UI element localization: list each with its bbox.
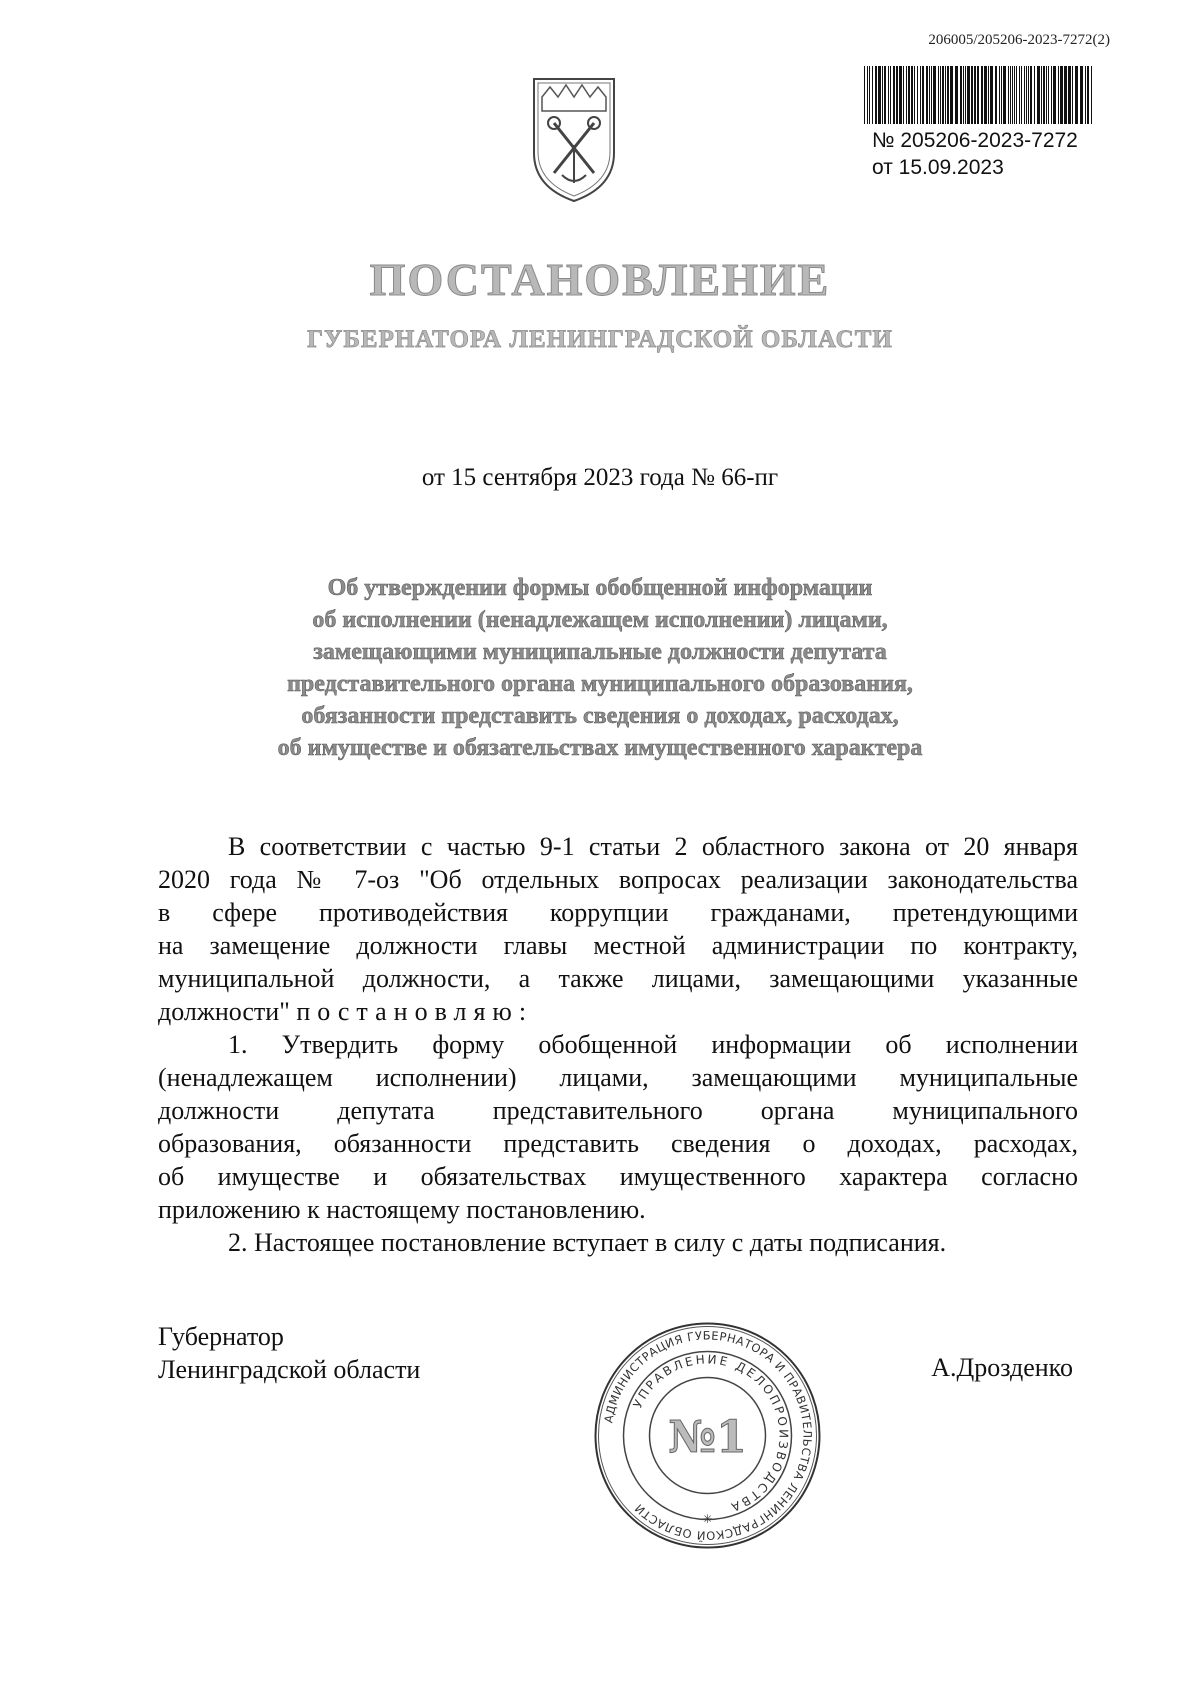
seal-center-number: №1 bbox=[668, 1412, 747, 1463]
barcode-bar bbox=[950, 66, 953, 124]
barcode-bar bbox=[920, 66, 921, 124]
barcode-bar bbox=[1041, 66, 1042, 124]
seal-inner-text: УПРАВЛЕНИЕ ДЕЛОПРОИЗВОДСТВА bbox=[630, 1352, 791, 1515]
barcode-bar bbox=[1012, 66, 1013, 124]
body-line: образования, обязанности представить сведения о доходах, расходах, bbox=[158, 1129, 1078, 1158]
barcode-bar bbox=[867, 66, 868, 124]
barcode-bar bbox=[922, 66, 924, 124]
barcode-bar bbox=[1024, 66, 1025, 124]
barcode-bar bbox=[1046, 66, 1047, 124]
position-line: Ленинградской области bbox=[158, 1355, 421, 1384]
seal-star-icon: ✳ bbox=[702, 1512, 713, 1526]
heading-line: обязанности представить сведения о доходах, расходах, bbox=[301, 703, 899, 729]
heading-line: об имуществе и обязательствах имущественного характера bbox=[277, 735, 923, 761]
registration-date: от 15.09.2023 bbox=[872, 156, 1004, 179]
barcode-bar bbox=[884, 66, 886, 124]
barcode-bar bbox=[1003, 66, 1006, 124]
barcode-bar bbox=[1008, 66, 1009, 124]
body-line: должности депутата представительного органа муниципального bbox=[158, 1096, 1078, 1125]
heading-line: Об утверждении формы обобщенной информации bbox=[327, 575, 873, 601]
paragraph-item-2 bbox=[158, 1226, 1078, 1259]
barcode-bar bbox=[977, 66, 979, 124]
body-line: 2. Настоящее постановление вступает в силу с даты подписания. bbox=[228, 1228, 947, 1257]
barcode-bar bbox=[967, 66, 970, 124]
barcode-bar bbox=[974, 66, 976, 124]
barcode-bar bbox=[965, 66, 966, 124]
body-line: (ненадлежащем исполнении) лицами, замещающими муниципальные bbox=[158, 1063, 1078, 1092]
barcode-bar bbox=[933, 66, 936, 124]
barcode-bar bbox=[1075, 66, 1078, 124]
heading-line: замещающими муниципальные должности депутата bbox=[313, 639, 887, 665]
body-line: 2020 года № 7-оз "Об отдельных вопросах реализации законодательства bbox=[158, 865, 1078, 894]
barcode-bar bbox=[890, 66, 891, 124]
document-title: ПОСТАНОВЛЕНИЕ bbox=[369, 254, 831, 305]
barcode-bar bbox=[906, 66, 907, 124]
barcode-bar bbox=[875, 66, 877, 124]
registration-number: № 205206-2023-7272 bbox=[872, 129, 1078, 152]
heading-line: об исполнении (ненадлежащем исполнении) лицами, bbox=[312, 607, 888, 633]
barcode-bar bbox=[1080, 66, 1083, 124]
position-line: Губернатор bbox=[158, 1322, 284, 1351]
barcode-bar bbox=[940, 66, 941, 124]
barcode-bar bbox=[1072, 66, 1073, 124]
barcode-bar bbox=[1014, 66, 1015, 124]
decree-date: от 15 сентября 2023 года № 66-пг bbox=[421, 464, 779, 491]
official-seal-icon bbox=[590, 1318, 825, 1553]
barcode-bar bbox=[1060, 66, 1063, 124]
barcode-bar bbox=[1026, 66, 1027, 124]
barcode-bar bbox=[1034, 66, 1035, 124]
body-line: в сфере противодействия коррупции гражданами, претендующими bbox=[158, 898, 1078, 927]
barcode-bar bbox=[931, 66, 932, 124]
barcode-bar bbox=[903, 66, 904, 124]
barcode-bar bbox=[1064, 66, 1067, 124]
document-subtitle: ГУБЕРНАТОРА ЛЕНИНГРАДСКОЙ ОБЛАСТИ bbox=[307, 326, 893, 353]
barcode-bar bbox=[1091, 66, 1092, 124]
barcode-bar bbox=[999, 66, 1000, 124]
barcode-bar bbox=[1053, 66, 1056, 124]
barcode-bar bbox=[938, 66, 939, 124]
barcode-bar bbox=[1019, 66, 1020, 124]
barcode-bar bbox=[869, 66, 870, 124]
barcode-bar bbox=[926, 66, 928, 124]
barcode-bar bbox=[945, 66, 946, 124]
body-line: 1. Утвердить форму обобщенной информации об исполнении bbox=[228, 1030, 1078, 1059]
decree-heading bbox=[160, 572, 1040, 764]
seal-outer-text: АДМИНИСТРАЦИЯ ГУБЕРНАТОРА И ПРАВИТЕЛЬСТВА ЛЕНИНГРАДСКОЙ ОБЛАСТИ bbox=[601, 1328, 815, 1543]
signatory-name: А.Дрозденко bbox=[931, 1353, 1073, 1382]
barcode-bar bbox=[1010, 66, 1011, 124]
barcode-bar bbox=[1001, 66, 1002, 124]
body-line: должности" bbox=[158, 997, 290, 1026]
body-line: В соответствии с частью 9-1 статьи 2 областного закона от 20 января bbox=[228, 832, 1078, 861]
barcode-bar bbox=[864, 66, 865, 124]
barcode-bar bbox=[990, 66, 993, 124]
barcode-bar bbox=[995, 66, 997, 124]
barcode-bar bbox=[929, 66, 930, 124]
barcode-bar bbox=[1028, 66, 1029, 124]
barcode-bar bbox=[1043, 66, 1045, 124]
barcode-bar bbox=[908, 66, 910, 124]
body-line: приложению к настоящему постановлению. bbox=[158, 1195, 646, 1224]
paragraph-item-1 bbox=[158, 1028, 1078, 1226]
barcode-bar bbox=[1087, 66, 1089, 124]
barcode-bar bbox=[1021, 66, 1022, 124]
barcode bbox=[862, 66, 1096, 124]
barcode-bar bbox=[1037, 66, 1040, 124]
barcode-bar bbox=[988, 66, 989, 124]
resolution-word: постановляю: bbox=[296, 997, 534, 1026]
barcode-bar bbox=[960, 66, 962, 124]
barcode-bar bbox=[1016, 66, 1017, 124]
paragraph-preamble bbox=[158, 830, 1078, 1028]
barcode-bar bbox=[872, 66, 873, 124]
barcode-bar bbox=[882, 66, 883, 124]
barcode-bar bbox=[955, 66, 958, 124]
barcode-bar bbox=[1085, 66, 1086, 124]
barcode-bar bbox=[917, 66, 918, 124]
barcode-bar bbox=[1030, 66, 1032, 124]
body-line: об имуществе и обязательствах имущественного характера согласно bbox=[158, 1162, 1078, 1191]
barcode-bar bbox=[963, 66, 964, 124]
registration-block bbox=[872, 127, 1078, 181]
body-line: на замещение должности главы местной администрации по контракту, bbox=[158, 931, 1078, 960]
barcode-bar bbox=[911, 66, 913, 124]
decree-body bbox=[158, 830, 1078, 1259]
barcode-bar bbox=[981, 66, 983, 124]
heading-line: представительного органа муниципального образования, bbox=[287, 671, 913, 697]
barcode-bar bbox=[971, 66, 973, 124]
barcode-bar bbox=[984, 66, 987, 124]
barcode-bar bbox=[893, 66, 895, 124]
barcode-bar bbox=[914, 66, 915, 124]
barcode-bar bbox=[1048, 66, 1049, 124]
barcode-bar bbox=[878, 66, 881, 124]
barcode-bar bbox=[1058, 66, 1059, 124]
barcode-bar bbox=[942, 66, 944, 124]
body-line: муниципальной должности, а также лицами, замещающими указанные bbox=[158, 964, 1078, 993]
barcode-bar bbox=[947, 66, 949, 124]
barcode-bar bbox=[899, 66, 902, 124]
signatory-position bbox=[158, 1320, 420, 1386]
barcode-bar bbox=[888, 66, 889, 124]
coat-of-arms-icon bbox=[528, 75, 620, 205]
barcode-bar bbox=[1051, 66, 1052, 124]
barcode-bar bbox=[1068, 66, 1071, 124]
barcode-bar bbox=[896, 66, 898, 124]
document-code: 206005/205206-2023-7272(2) bbox=[928, 32, 1110, 48]
